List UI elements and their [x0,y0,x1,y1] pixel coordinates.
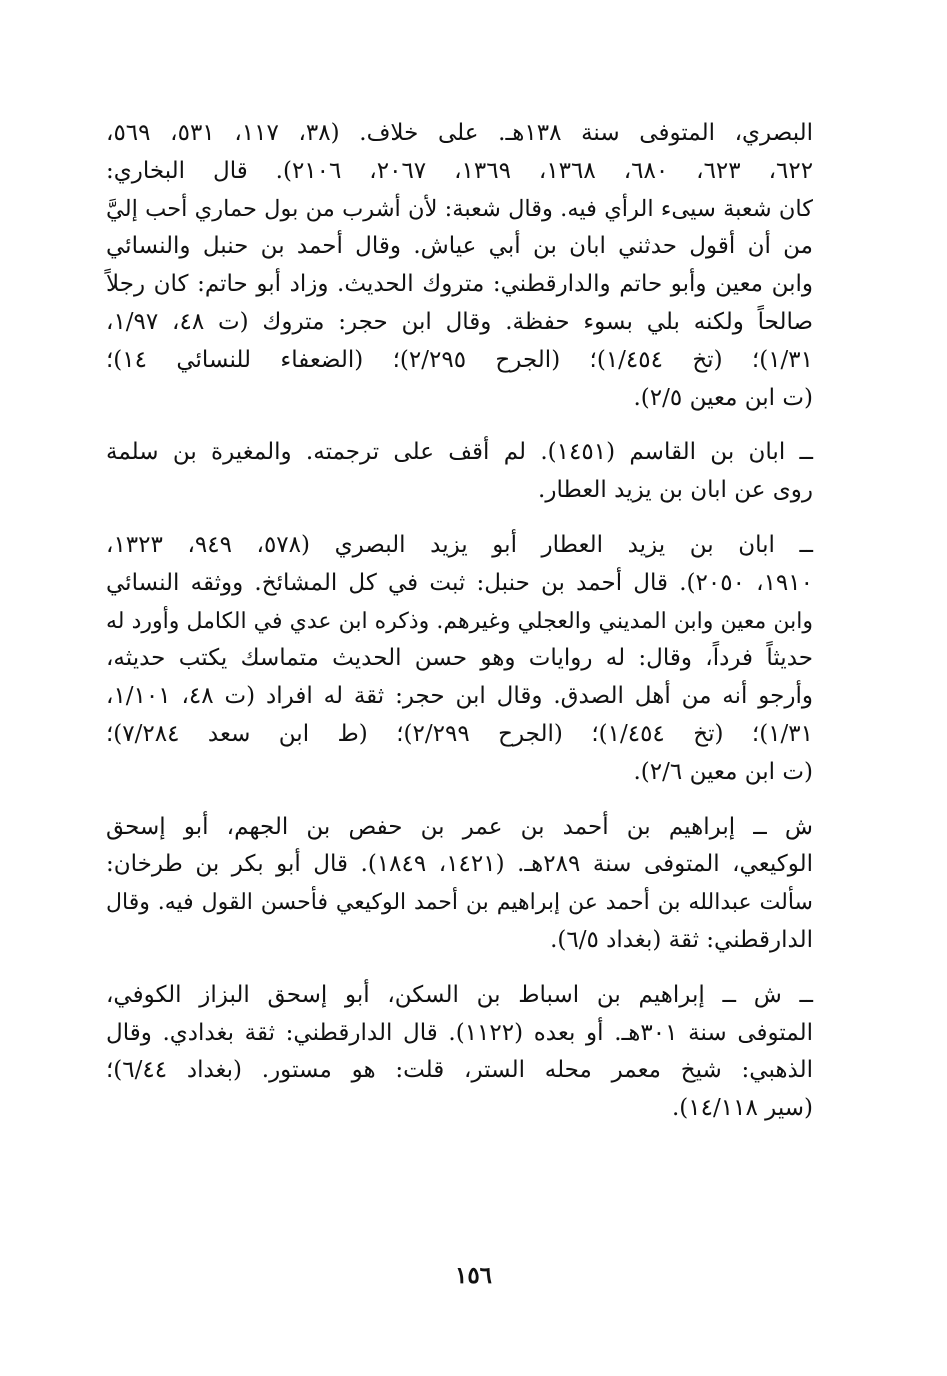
text-line: ١٩١٠، ٢٠٥٠). قال أحمد بن حنبل: ثبت في كل المشائخ. ووثقه النسائي [106,569,813,596]
text-line: ١/٣١)؛ (تخ ١/٤٥٤)؛ (الجرح ٢/٢٩٩)؛ (ط ابن سعد ٧/٢٨٤)؛ [106,720,813,747]
entry-aban-ibn-abi-ayyash-continued [106,115,813,417]
text-line: (ت ابن معين ٢/٦). [633,758,813,785]
entry-aban-ibn-al-qasim [106,434,813,510]
text-line: (ت ابن معين ٢/٥). [633,384,813,411]
text-line: ١/٣١)؛ (تخ ١/٤٥٤)؛ (الجرح ٢/٢٩٥)؛ (الضعفاء للنسائي ١٤)؛ [106,346,814,373]
entry-ibrahim-ibn-asbat [106,977,813,1128]
text-line: ٦٢٢، ٦٢٣، ٦٨٠، ١٣٦٨، ١٣٦٩، ٢٠٦٧، ٢١٠٦). قال البخاري: [106,157,814,184]
text-line: الدارقطني: ثقة (بغداد ٦/٥). [550,926,813,953]
entry-aban-ibn-yazid [106,527,813,792]
text-line: سألت عبدالله بن أحمد عن إبراهيم بن أحمد الوكيعي فأحسن القول فيه. وقال [106,890,813,916]
text-line: ــ ش ــ إبراهيم بن اسباط بن السكن، أبو إسحق البزاز الكوفي، [106,981,813,1008]
text-line: (سير ١٤/١١٨). [671,1095,813,1122]
text-line: ــ ابان بن يزيد العطار أبو يزيد البصري (٥٧٨، ٩٤٩، ١٣٢٣، [106,531,814,558]
text-line: البصري، المتوفى سنة ١٣٨هـ. على خلاف. (٣٨، ١١٧، ٥٣١، ٥٦٩، [106,120,814,146]
text-line: كان شعبة سيىء الرأي فيه. وقال شعبة: لأن أشرب من بول حماري أحب إليَّ [106,195,813,222]
text-line: الذهبي: شيخ معمر محله الستر، قلت: هو مستور. (بغداد ٦/٤٤)؛ [106,1057,813,1084]
text-line: ــ ابان بن القاسم (١٤٥١). لم أقف على ترجمته. والمغيرة بن سلمة [106,439,814,466]
text-line: وابن معين وابن المديني والعجلي وغيرهم. وذكره ابن عدي في الكامل وأورد له [106,608,813,634]
text-line: ش ــ إبراهيم بن أحمد بن عمر بن حفص بن الجهم، أبو إسحق [106,813,813,840]
text-line: صالحاً ولكنه بلي بسوء حفظة. وقال ابن حجر: متروك (ت ٤٨، ١/٩٧، [106,308,814,335]
page-number: ١٥٦ [454,1262,493,1289]
text-line: وأرجو أنه من أهل الصدق. وقال ابن حجر: ثقة له افراد (ت ٤٨، ١/١٠١، [106,683,814,710]
text-line: المتوفى سنة ٣٠١هـ. أو بعده (١١٢٢). قال الدارقطني: ثقة بغدادي. وقال [106,1019,814,1046]
entry-ibrahim-ibn-ahmad [106,809,813,960]
text-line: من أن أقول حدثني ابان بن أبي عياش. وقال أحمد بن حنبل والنسائي [106,233,813,260]
text-line: الوكيعي، المتوفى سنة ٢٨٩هـ. (١٤٢١، ١٨٤٩). قال أبو بكر بن طرخان: [106,851,813,878]
text-line: حديثاً فرداً، وقال: له روايات وهو حسن الحديث متماسك يكتب حديثه، [106,645,813,672]
page-body [106,115,813,1145]
text-line: روى عن ابان بن يزيد العطار. [538,477,813,504]
text-line: وابن معين وأبو حاتم والدارقطني: متروك الحديث. وزاد أبو حاتم: كان رجلاً [106,271,813,298]
